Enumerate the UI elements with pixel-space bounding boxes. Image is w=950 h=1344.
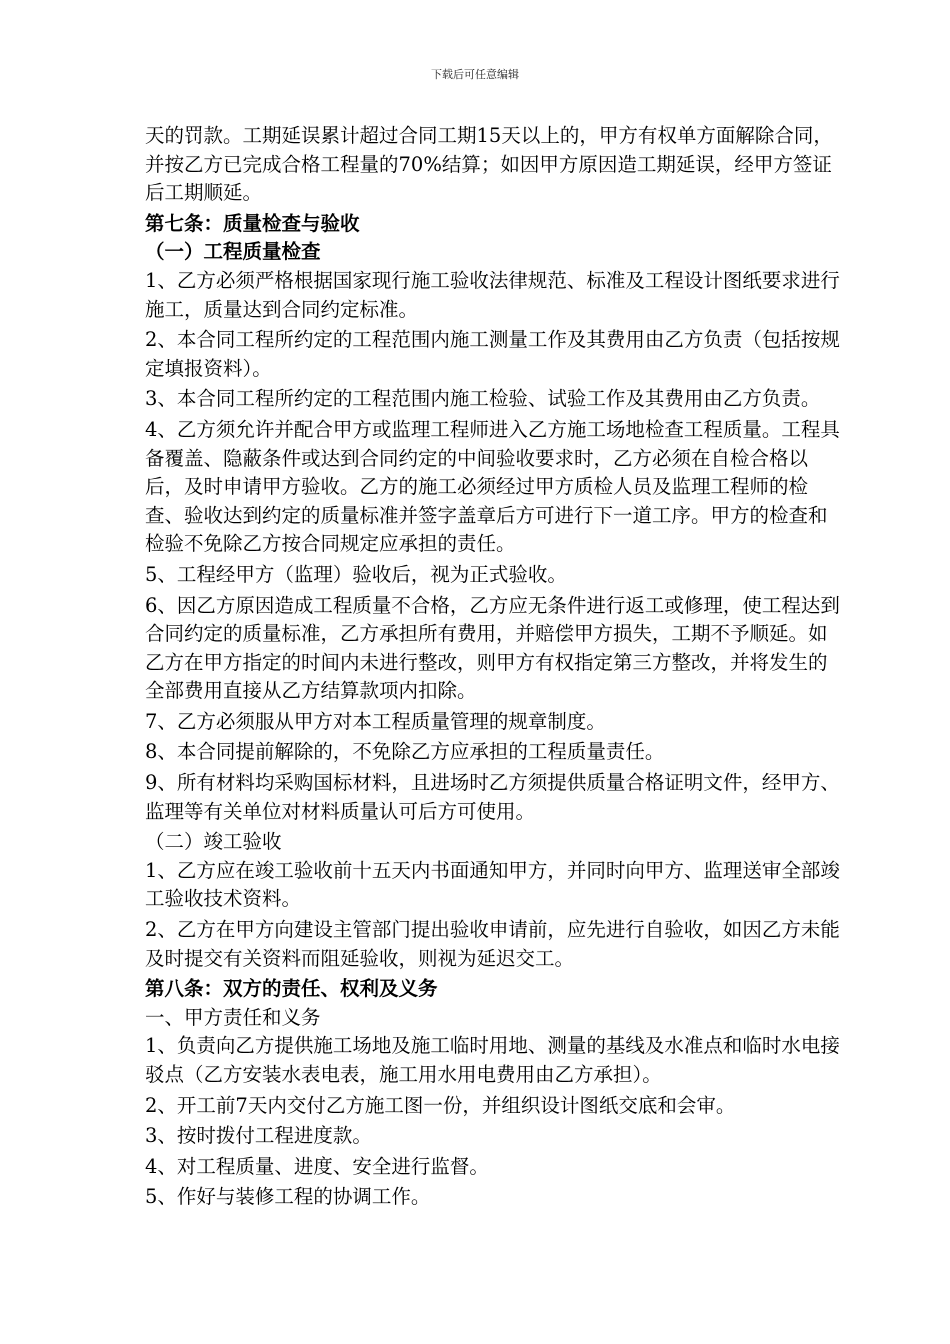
paragraph: 2、开工前7天内交付乙方施工图一份，并组织设计图纸交底和会审。 bbox=[145, 1093, 736, 1117]
section-heading: 第八条：双方的责任、权利及义务 bbox=[145, 977, 438, 1001]
paragraph: 4、对工程质量、进度、安全进行监督。 bbox=[145, 1154, 489, 1178]
paragraph: 5、工程经甲方（监理）验收后，视为正式验收。 bbox=[145, 562, 567, 586]
page-header: 下载后可任意编辑 bbox=[431, 68, 519, 81]
section-heading: 第七条：质量检查与验收 bbox=[145, 211, 360, 235]
paragraph: 7、乙方必须服从甲方对本工程质量管理的规章制度。 bbox=[145, 709, 606, 733]
paragraph: 9、所有材料均采购国标材料，且进场时乙方须提供质量合格证明文件，经甲方、监理等有关单位对材料质量认可后方可使用。 bbox=[145, 771, 840, 823]
paragraph: 3、按时拨付工程进度款。 bbox=[145, 1124, 372, 1148]
paragraph: 3、本合同工程所约定的工程范围内施工检验、试验工作及其费用由乙方负责。 bbox=[145, 387, 821, 411]
subsection-heading: 一、甲方责任和义务 bbox=[145, 1005, 321, 1029]
subsection-heading: （二）竣工验收 bbox=[145, 830, 282, 854]
paragraph: 天的罚款。工期延误累计超过合同工期15天以上的，甲方有权单方面解除合同，并按乙方已完成合格工程量的70%结算；如因甲方原因造工期延误，经甲方签证后工期顺延。 bbox=[145, 124, 833, 205]
paragraph: 6、因乙方原因造成工程质量不合格，乙方应无条件进行返工或修理，使工程达到合同约定的质量标准，乙方承担所有费用，并赔偿甲方损失，工期不予顺延。如乙方在甲方指定的时间内未进行整改，则甲方有权指定第三方整改，并将发生的全部费用直接从乙方结算款项内扣除。 bbox=[145, 593, 840, 703]
paragraph: 2、本合同工程所约定的工程范围内施工测量工作及其费用由乙方负责（包括按规定填报资料）。 bbox=[145, 328, 840, 380]
paragraph: 2、乙方在甲方向建设主管部门提出验收申请前，应先进行自验收，如因乙方未能及时提交有关资料而阻延验收，则视为延迟交工。 bbox=[145, 918, 840, 970]
subsection-heading: （一）工程质量检查 bbox=[145, 240, 321, 264]
paragraph: 5、作好与装修工程的协调工作。 bbox=[145, 1185, 431, 1209]
document-body bbox=[145, 122, 845, 1214]
paragraph: 1、乙方必须严格根据国家现行施工验收法律规范、标准及工程设计图纸要求进行施工，质量达到合同约定标准。 bbox=[145, 268, 840, 321]
paragraph: 1、乙方应在竣工验收前十五天内书面通知甲方，并同时向甲方、监理送审全部竣工验收技术资料。 bbox=[145, 858, 840, 911]
paragraph: 4、乙方须允许并配合甲方或监理工程师进入乙方施工场地检查工程质量。工程具备覆盖、隐蔽条件或达到合同约定的中间验收要求时，乙方必须在自检合格以后，及时申请甲方验收。乙方的施工必须经过甲方质检人员及监理工程师的检查、验收达到约定的质量标准并签字盖章后方可进行下一道工序。甲方的检查和检验不免除乙方按合同规定应承担的责任。 bbox=[145, 417, 840, 556]
paragraph: 8、本合同提前解除的，不免除乙方应承担的工程质量责任。 bbox=[145, 740, 665, 764]
paragraph: 1、负责向乙方提供施工场地及施工临时用地、测量的基线及水准点和临时水电接驳点（乙方安装水表电表，施工用水用电费用由乙方承担）。 bbox=[145, 1034, 840, 1086]
